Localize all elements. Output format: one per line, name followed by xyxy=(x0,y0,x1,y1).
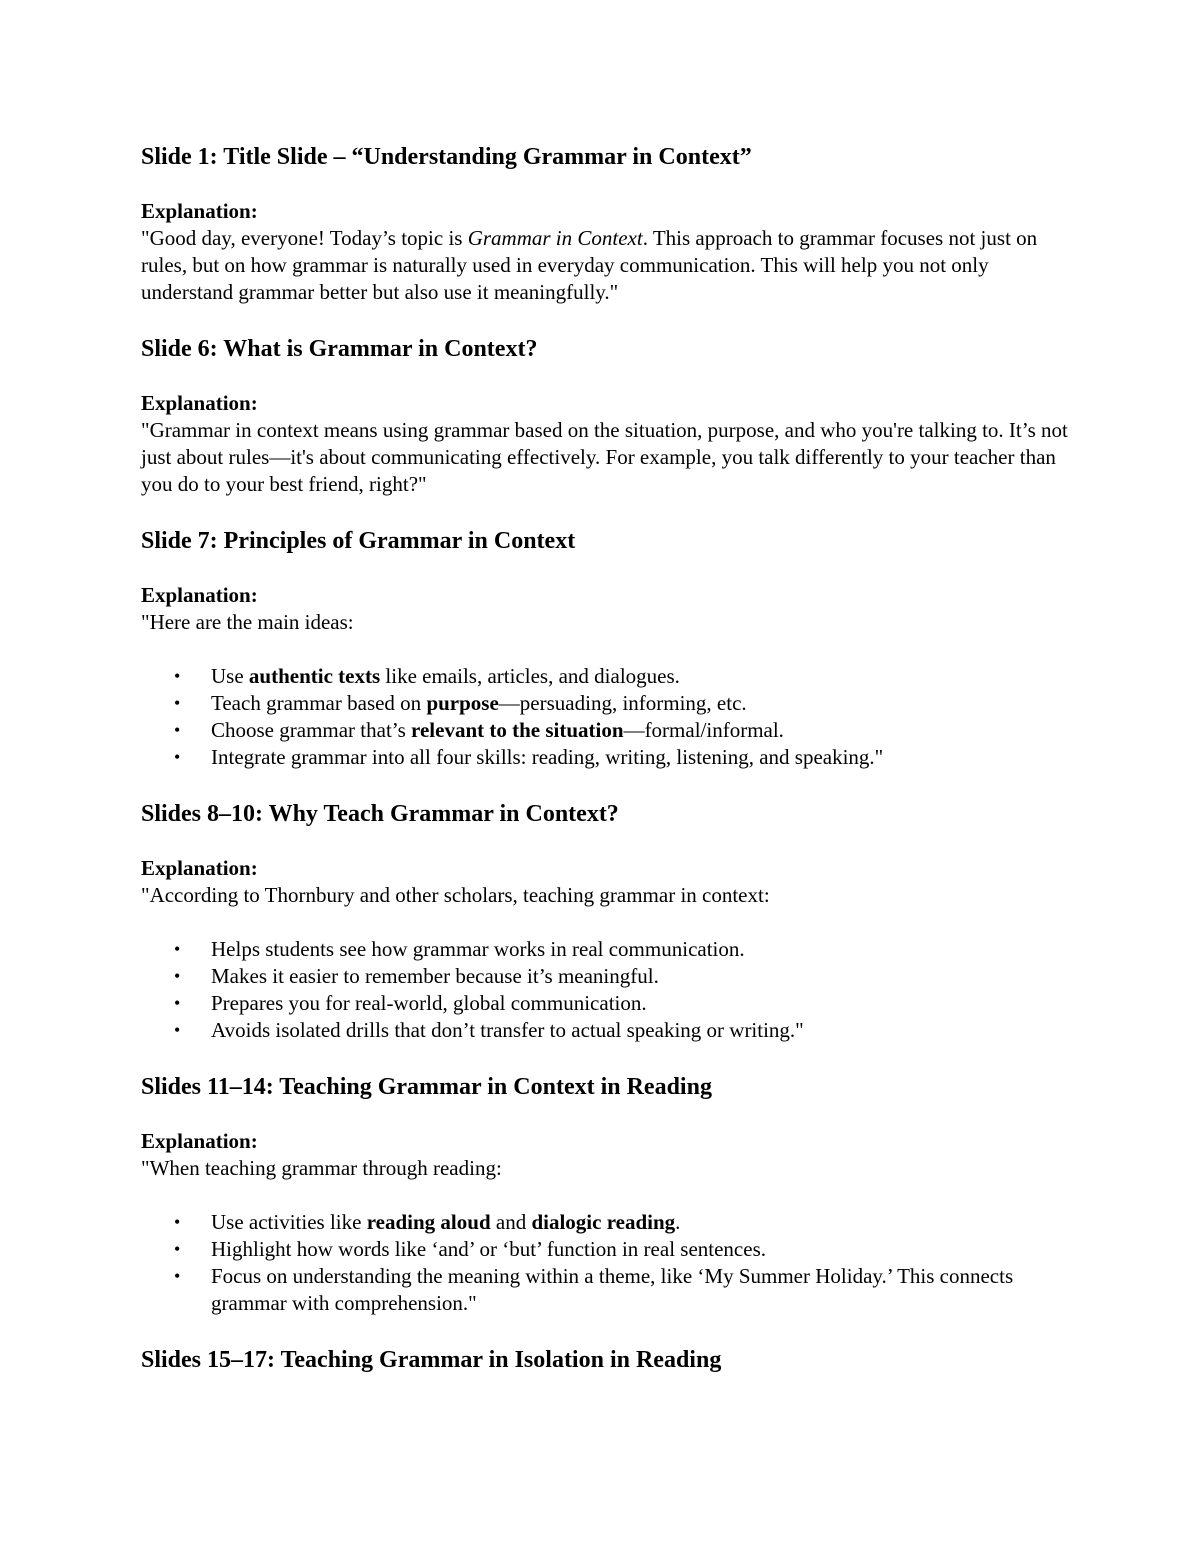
explanation-label: Explanation: xyxy=(141,583,258,607)
section-slides-15-17 xyxy=(141,1344,1071,1376)
section-heading: Slide 7: Principles of Grammar in Context xyxy=(141,528,576,554)
explanation-text: "Good day, everyone! Today’s topic is Grammar in Context. This approach to grammar focuses not just on rules, but on how grammar is naturally used in everyday communication. This will help you not only understand grammar better but also use it meaningfully." xyxy=(141,226,1038,304)
bullet-list xyxy=(141,1209,1071,1317)
bullet-icon: • xyxy=(174,1266,181,1286)
bullet-icon: • xyxy=(174,993,181,1013)
bullet-icon: • xyxy=(174,1212,181,1232)
explanation-label: Explanation: xyxy=(141,856,258,880)
explanation-intro: "When teaching grammar through reading: xyxy=(141,1156,502,1180)
bullet-icon: • xyxy=(174,1239,181,1259)
list-item: • Highlight how words like ‘and’ or ‘but’ function in real sentences. xyxy=(174,1237,766,1261)
section-heading: Slide 6: What is Grammar in Context? xyxy=(141,336,538,362)
section-slides-8-10 xyxy=(141,798,1071,1044)
list-item: • Focus on understanding the meaning within a theme, like ‘My Summer Holiday.’ This connects grammar with comprehension." xyxy=(174,1264,1014,1315)
bullet-icon: • xyxy=(174,939,181,959)
list-item: • Prepares you for real-world, global communication. xyxy=(174,991,647,1015)
section-slides-11-14 xyxy=(141,1071,1071,1317)
section-slide-7 xyxy=(141,525,1071,771)
bullet-list xyxy=(141,936,1071,1044)
explanation-intro: "Here are the main ideas: xyxy=(141,610,354,634)
section-slide-6 xyxy=(141,333,1071,498)
bullet-icon: • xyxy=(174,747,181,767)
section-heading: Slides 8–10: Why Teach Grammar in Context? xyxy=(141,801,619,827)
explanation-label: Explanation: xyxy=(141,1129,258,1153)
explanation-label: Explanation: xyxy=(141,391,258,415)
list-item: • Choose grammar that’s relevant to the situation—formal/informal. xyxy=(174,718,784,742)
list-item: • Integrate grammar into all four skills: reading, writing, listening, and speaking." xyxy=(174,745,884,769)
section-slide-1 xyxy=(141,141,1071,306)
section-heading: Slides 15–17: Teaching Grammar in Isolation in Reading xyxy=(141,1347,722,1373)
bullet-icon: • xyxy=(174,966,181,986)
document-page xyxy=(141,141,1071,1401)
bullet-icon: • xyxy=(174,720,181,740)
bullet-icon: • xyxy=(174,666,181,686)
explanation-intro: "According to Thornbury and other scholars, teaching grammar in context: xyxy=(141,883,770,907)
explanation-label: Explanation: xyxy=(141,199,258,223)
list-item: • Helps students see how grammar works in real communication. xyxy=(174,937,745,961)
list-item: • Makes it easier to remember because it’s meaningful. xyxy=(174,964,659,988)
list-item: • Use authentic texts like emails, articles, and dialogues. xyxy=(174,664,680,688)
list-item: • Avoids isolated drills that don’t transfer to actual speaking or writing." xyxy=(174,1018,804,1042)
list-item: • Use activities like reading aloud and dialogic reading. xyxy=(174,1210,681,1234)
section-heading: Slides 11–14: Teaching Grammar in Context in Reading xyxy=(141,1074,712,1100)
bullet-icon: • xyxy=(174,693,181,713)
list-item: • Teach grammar based on purpose—persuading, informing, etc. xyxy=(174,691,747,715)
emphasis-text: Grammar in Context xyxy=(467,226,643,250)
explanation-text: "Grammar in context means using grammar based on the situation, purpose, and who you're talking to. It’s not just about rules—it's about communicating effectively. For example, you talk differently to your teacher than you do to your best friend, right?" xyxy=(141,418,1068,496)
section-heading: Slide 1: Title Slide – “Understanding Grammar in Context” xyxy=(141,144,752,170)
bullet-list xyxy=(141,663,1071,771)
bullet-icon: • xyxy=(174,1020,181,1040)
